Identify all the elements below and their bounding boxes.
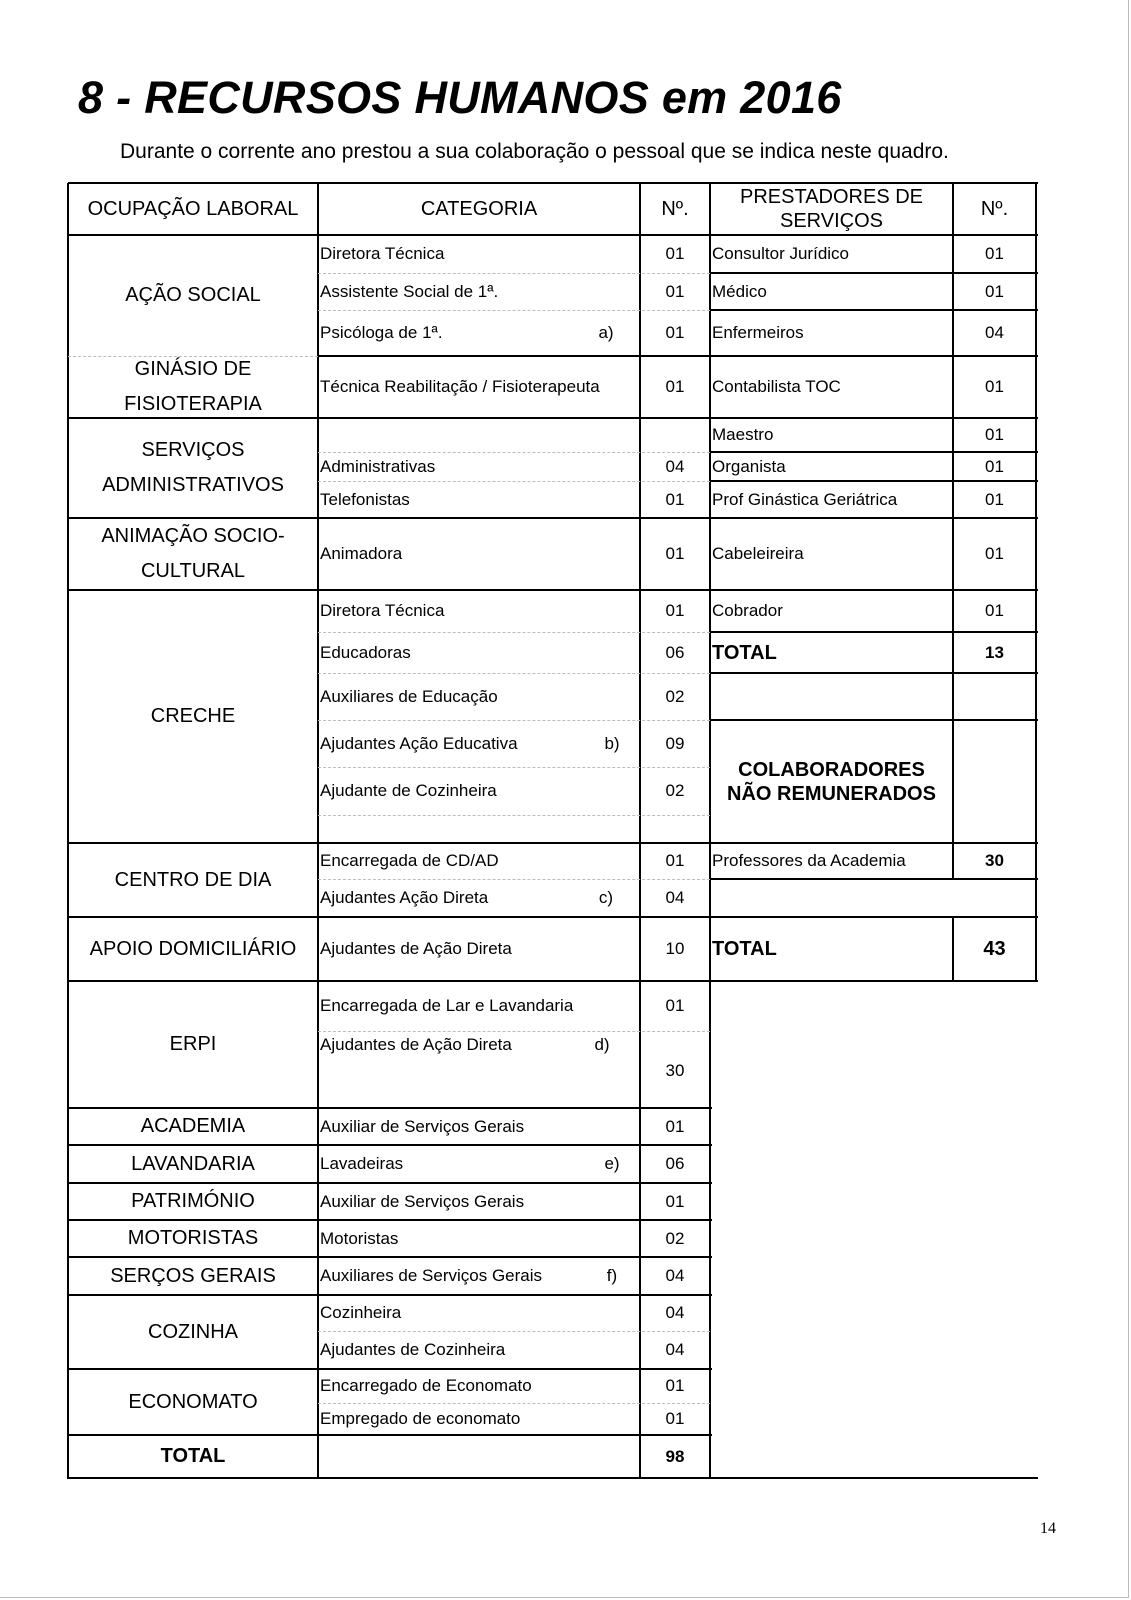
category-count: 01 <box>665 489 685 509</box>
occupation-group: PATRIMÓNIO <box>131 1190 255 1212</box>
provider-label: Prof Ginástica Geriátrica <box>712 489 898 509</box>
category-label: Ajudantes de Ação Direta <box>320 1035 512 1054</box>
table-rule <box>68 234 1038 236</box>
occupation-group: ACADEMIA <box>140 1115 246 1137</box>
category-label: Diretora Técnica <box>320 601 445 620</box>
dashed-divider <box>318 1331 710 1332</box>
category-count: 01 <box>665 851 685 870</box>
table-rule <box>68 916 1038 918</box>
provider-count: 01 <box>985 244 1004 263</box>
category-count: 10 <box>665 939 685 958</box>
table-rule <box>68 1182 712 1184</box>
table-rule <box>710 631 1038 633</box>
category-label: Auxiliares de Educação <box>320 686 498 706</box>
category-count: 04 <box>665 1266 685 1285</box>
provider-count: 01 <box>985 377 1004 396</box>
category-label: Educadoras <box>320 642 411 662</box>
provider-label: Médico <box>712 281 767 301</box>
category-note: c) <box>598 888 614 907</box>
category-label: Motoristas <box>320 1228 399 1248</box>
category-label: Administrativas <box>320 456 436 476</box>
occupation-group: AÇÃO SOCIAL <box>125 284 261 306</box>
category-label: Auxiliar de Serviços Gerais <box>320 1191 525 1211</box>
page-subtitle: Durante o corrente ano prestou a sua colaboração o pessoal que se indica neste quadro. <box>120 140 949 163</box>
dashed-divider <box>318 1403 710 1404</box>
occupation-group: CRECHE <box>150 705 236 727</box>
category-count: 01 <box>665 996 685 1015</box>
category-count: 01 <box>665 1376 685 1395</box>
table-rule <box>639 183 641 1479</box>
category-label: Empregado de economato <box>320 1409 521 1428</box>
dashed-divider <box>318 1031 710 1032</box>
occupation-group: CENTRO DE DIA <box>114 868 272 891</box>
category-count: 04 <box>665 1340 685 1359</box>
category-label: Psicóloga de 1ª. <box>320 323 443 342</box>
dashed-divider <box>318 815 710 816</box>
category-count: 02 <box>665 1228 685 1248</box>
category-label: Ajudante de Cozinheira <box>320 781 497 800</box>
grand-total-value: 43 <box>983 938 1006 960</box>
occupation-group: TOTAL <box>160 1445 226 1467</box>
category-count: 01 <box>665 1116 685 1136</box>
table-rule <box>68 1219 712 1221</box>
dashed-divider <box>68 356 318 357</box>
provider-label: Enfermeiros <box>712 323 804 342</box>
header-num: Nº. <box>661 198 689 220</box>
category-count: 02 <box>665 686 685 706</box>
provider-count: 01 <box>985 425 1004 444</box>
occupation-group: ANIMAÇÃO SOCIO-CULTURAL <box>101 525 285 582</box>
table-rule <box>709 183 711 1479</box>
provider-count: 01 <box>985 456 1004 476</box>
category-label: Ajudantes Ação Direta <box>320 888 489 907</box>
table-rule <box>1035 183 1037 982</box>
table-rule <box>68 417 1038 419</box>
table-rule <box>710 272 1038 274</box>
occupation-group: GINÁSIO DE FISIOTERAPIA <box>124 358 262 415</box>
table-rule <box>68 980 1038 982</box>
occupation-group: COZINHA <box>148 1320 238 1343</box>
table-rule <box>68 1434 712 1436</box>
dashed-divider <box>318 310 710 311</box>
dashed-divider <box>318 720 710 721</box>
occupation-group: ERPI <box>169 1033 217 1055</box>
provider-count: 01 <box>985 489 1004 509</box>
category-label: Encarregada de Lar e Lavandaria <box>320 996 574 1015</box>
dashed-divider <box>318 632 710 633</box>
dashed-divider <box>318 673 710 674</box>
volunteers-heading: COLABORADORES NÃO REMUNERADOS <box>727 758 936 805</box>
provider-label: Consultor Jurídico <box>712 244 850 263</box>
category-count: 01 <box>665 244 685 263</box>
header-providers: PRESTADORES DE SERVIÇOS <box>740 186 923 232</box>
occupation-group: MOTORISTAS <box>127 1227 259 1249</box>
provider-label: Organista <box>712 456 786 476</box>
category-count: 01 <box>665 1191 685 1211</box>
category-count: 01 <box>665 544 685 563</box>
table-rule <box>710 878 1038 880</box>
dashed-divider <box>318 767 710 768</box>
provider-label: Cobrador <box>712 601 783 620</box>
table-rule <box>68 1294 712 1296</box>
category-label: Encarregada de CD/AD <box>320 851 499 870</box>
dashed-divider <box>318 273 710 274</box>
table-rule <box>68 1144 712 1146</box>
dashed-divider <box>318 481 710 482</box>
table-rule <box>318 355 712 357</box>
category-note: d) <box>594 1035 610 1054</box>
providers-total-value: 13 <box>985 642 1004 662</box>
grand-total-label: TOTAL <box>712 938 777 960</box>
provider-count: 01 <box>985 281 1004 301</box>
category-count: 01 <box>665 601 685 620</box>
table-rule <box>952 183 954 880</box>
table-rule <box>710 719 1038 721</box>
category-label: Ajudantes de Cozinheira <box>320 1340 506 1359</box>
category-label: Auxiliares de Serviços Gerais <box>320 1266 543 1285</box>
provider-count: 01 <box>985 601 1004 620</box>
page-title: 8 - RECURSOS HUMANOS em 2016 <box>78 72 842 123</box>
category-count: 01 <box>665 281 685 301</box>
category-note: f) <box>606 1266 618 1285</box>
table-rule <box>710 672 1038 674</box>
category-count: 06 <box>665 642 685 662</box>
providers-total-label: TOTAL <box>712 641 777 664</box>
table-rule <box>68 1477 1038 1479</box>
occupation-group: APOIO DOMICILIÁRIO <box>89 937 297 960</box>
provider-label: Cabeleireira <box>712 544 804 563</box>
category-count: 01 <box>665 377 685 396</box>
table-rule <box>68 589 1038 591</box>
table-rule <box>952 917 954 982</box>
table-rule <box>68 1368 712 1370</box>
category-count: 30 <box>665 1061 685 1080</box>
table-rule <box>317 183 319 1479</box>
category-label: Lavadeiras <box>320 1154 404 1173</box>
category-count: 06 <box>665 1154 685 1173</box>
table-rule <box>68 842 1038 844</box>
category-note: e) <box>604 1154 620 1173</box>
dashed-divider <box>318 879 710 880</box>
category-label: Animadora <box>320 544 403 563</box>
table-rule <box>67 183 69 1479</box>
occupation-group: SERVIÇOS ADMINISTRATIVOS <box>102 439 284 496</box>
category-count: 04 <box>665 456 685 476</box>
occupation-group: SERÇOS GERAIS <box>110 1264 276 1287</box>
category-label: Cozinheira <box>320 1303 402 1322</box>
table-rule <box>68 1107 712 1109</box>
category-note: b) <box>604 733 620 753</box>
provider-label: Contabilista TOC <box>712 377 841 396</box>
header-occupation: OCUPAÇÃO LABORAL <box>87 198 299 220</box>
page-number: 14 <box>1040 1520 1056 1537</box>
table-rule <box>68 517 1038 519</box>
category-count: 04 <box>665 888 685 907</box>
category-label: Encarregado de Economato <box>320 1376 532 1395</box>
category-label: Telefonistas <box>320 489 410 509</box>
category-label: Auxiliar de Serviços Gerais <box>320 1116 525 1136</box>
category-label: Diretora Técnica <box>320 244 445 263</box>
category-label: Assistente Social de 1ª. <box>320 281 499 301</box>
category-count: 02 <box>665 781 685 800</box>
table-rule <box>710 451 1038 453</box>
category-label: Ajudantes de Ação Direta <box>320 939 512 958</box>
total-staff-count: 98 <box>665 1446 685 1466</box>
category-count: 04 <box>665 1303 685 1322</box>
table-rule <box>68 1256 712 1258</box>
category-label: Técnica Reabilitação / Fisioterapeuta <box>320 377 600 396</box>
table-rule <box>710 480 1038 482</box>
dashed-divider <box>318 452 710 453</box>
header-providers-num: Nº. <box>980 198 1009 220</box>
table-rule <box>68 182 1038 184</box>
provider-count: 01 <box>985 544 1004 563</box>
category-label: Ajudantes Ação Educativa <box>320 733 518 753</box>
occupation-group: LAVANDARIA <box>131 1152 255 1175</box>
category-count: 09 <box>665 733 685 753</box>
header-category: CATEGORIA <box>420 198 538 220</box>
category-count: 01 <box>665 1409 685 1428</box>
provider-count: 04 <box>985 323 1004 342</box>
table-rule <box>710 355 1038 357</box>
category-count: 01 <box>665 323 685 342</box>
provider-label: Maestro <box>712 425 774 444</box>
volunteer-label: Professores da Academia <box>712 851 906 870</box>
category-note: a) <box>598 323 614 342</box>
occupation-group: ECONOMATO <box>128 1390 258 1413</box>
volunteer-count: 30 <box>985 851 1004 870</box>
table-rule <box>710 309 1038 311</box>
